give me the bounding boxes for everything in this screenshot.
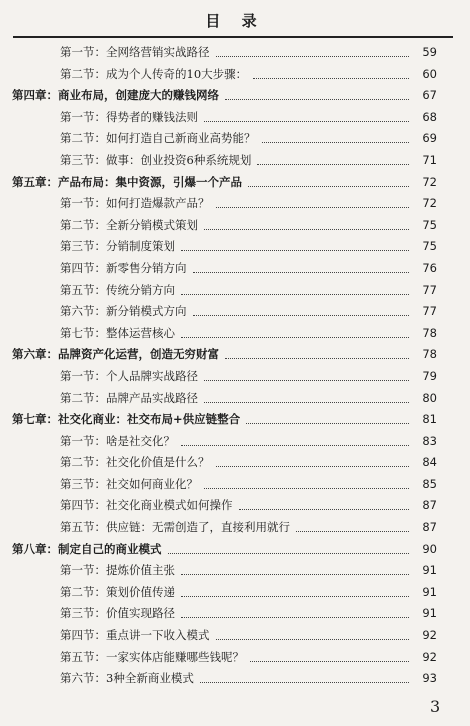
toc-page-number: 90 xyxy=(422,541,437,556)
toc-page-number: 91 xyxy=(422,606,437,621)
toc-page-number: 85 xyxy=(422,476,437,491)
toc-page-number: 68 xyxy=(422,109,437,124)
toc-section-row xyxy=(0,126,470,148)
section-title: 第一节：得势者的赚钱法则 xyxy=(60,109,198,124)
toc-entry xyxy=(12,344,437,362)
toc-page-number: 84 xyxy=(422,455,437,470)
dot-leader xyxy=(257,164,409,165)
chapter-title: 第八章：制定自己的商业模式 xyxy=(12,541,162,556)
dot-leader xyxy=(181,250,409,251)
toc-section-row xyxy=(0,364,470,386)
toc-page-number: 69 xyxy=(422,131,437,146)
toc-entry xyxy=(60,431,437,449)
toc-page-number: 77 xyxy=(422,304,437,319)
page-number: 3 xyxy=(430,697,441,716)
toc-entry xyxy=(60,388,437,406)
toc-section-row xyxy=(0,321,470,343)
dot-leader xyxy=(216,207,410,208)
toc-chapter-row xyxy=(0,83,470,105)
toc-entry xyxy=(60,215,437,233)
section-title: 第一节：个人品牌实战路径 xyxy=(60,368,198,383)
section-title: 第三节：做事：创业投资6种系统规划 xyxy=(60,152,252,167)
toc-page-number: 75 xyxy=(422,217,437,232)
dot-leader xyxy=(204,229,409,230)
toc-chapter-row xyxy=(0,537,470,559)
section-title: 第三节：分销制度策划 xyxy=(60,239,175,254)
dot-leader xyxy=(181,337,409,338)
toc-page-number: 92 xyxy=(422,628,437,643)
dot-leader xyxy=(225,99,409,100)
section-title: 第六节：3种全新商业模式 xyxy=(60,671,194,686)
toc-entry xyxy=(60,603,437,621)
section-title: 第四节：新零售分销方向 xyxy=(60,260,187,275)
section-title: 第二节：全新分销模式策划 xyxy=(60,217,198,232)
toc-entry xyxy=(60,560,437,578)
dot-leader xyxy=(181,596,409,597)
toc-entry xyxy=(60,107,437,125)
dot-leader xyxy=(239,509,410,510)
toc-page-number: 72 xyxy=(422,196,437,211)
toc-chapter-row xyxy=(0,407,470,429)
toc-entry xyxy=(60,42,437,60)
toc-section-row xyxy=(0,105,470,127)
section-title: 第二节：成为个人传奇的10大步骤： xyxy=(60,66,248,81)
section-title: 第四节：重点讲一下收入模式 xyxy=(60,628,210,643)
section-title: 第一节：如何打造爆款产品？ xyxy=(60,196,210,211)
toc-section-row xyxy=(0,429,470,451)
dot-leader xyxy=(181,294,409,295)
dot-leader xyxy=(168,553,410,554)
toc-page-number: 72 xyxy=(422,174,437,189)
page-header xyxy=(0,10,470,31)
section-title: 第六节：新分销模式方向 xyxy=(60,304,187,319)
toc-page-number: 83 xyxy=(422,433,437,448)
chapter-title: 第七章：社交化商业：社交布局+供应链整合 xyxy=(12,412,241,427)
toc-page-number: 59 xyxy=(422,45,437,59)
section-title: 第一节：全网络营销实战路径 xyxy=(60,45,210,59)
dot-leader xyxy=(253,78,409,79)
dot-leader xyxy=(181,574,409,575)
toc-section-row xyxy=(0,278,470,300)
toc-page-number: 93 xyxy=(422,671,437,686)
toc-section-row xyxy=(0,148,470,170)
section-title: 第四节：社交化商业模式如何操作 xyxy=(60,498,233,513)
section-title: 第一节：提炼价值主张 xyxy=(60,563,175,578)
toc-entry xyxy=(60,495,437,513)
dot-leader xyxy=(181,445,409,446)
dot-leader xyxy=(248,186,409,187)
toc-entry xyxy=(12,409,437,427)
dot-leader xyxy=(216,56,410,57)
toc-entry xyxy=(12,172,437,190)
dot-leader xyxy=(246,423,409,424)
chapter-title: 第五章：产品布局：集中资源，引爆一个产品 xyxy=(12,174,242,189)
toc-section-row xyxy=(0,256,470,278)
toc-entry xyxy=(12,539,437,557)
dot-leader xyxy=(181,617,409,618)
dot-leader xyxy=(216,639,410,640)
toc-page-number: 71 xyxy=(422,152,437,167)
toc-entry xyxy=(60,280,437,298)
toc-page-number: 87 xyxy=(422,498,437,513)
toc-section-row xyxy=(0,601,470,623)
toc-page-number: 60 xyxy=(422,66,437,81)
toc-entry xyxy=(60,647,437,665)
section-title: 第三节：价值实现路径 xyxy=(60,606,175,621)
toc-page-number: 81 xyxy=(422,412,437,427)
toc-page-number: 75 xyxy=(422,239,437,254)
toc-entry xyxy=(60,301,437,319)
toc-section-row xyxy=(0,580,470,602)
section-title: 第一节：啥是社交化？ xyxy=(60,433,175,448)
toc-entry xyxy=(12,85,437,103)
toc-section-row xyxy=(0,234,470,256)
toc-chapter-row xyxy=(0,342,470,364)
section-title: 第五节：传统分销方向 xyxy=(60,282,175,297)
toc-page-number: 80 xyxy=(422,390,437,405)
page-title: 目 录 xyxy=(205,12,265,30)
toc-section-row xyxy=(0,558,470,580)
table-of-contents xyxy=(0,40,470,688)
section-title: 第三节：社交如何商业化？ xyxy=(60,476,198,491)
title-rule xyxy=(13,36,453,38)
toc-section-row xyxy=(0,40,470,62)
dot-leader xyxy=(200,682,409,683)
toc-section-row xyxy=(0,645,470,667)
toc-page-number: 77 xyxy=(422,282,437,297)
toc-page-number: 76 xyxy=(422,260,437,275)
toc-page-number: 78 xyxy=(422,325,437,340)
dot-leader xyxy=(204,488,409,489)
section-title: 第五节：供应链：无需创造了，直接利用就行 xyxy=(60,520,290,535)
toc-entry xyxy=(60,128,437,146)
toc-section-row xyxy=(0,191,470,213)
dot-leader xyxy=(193,272,410,273)
toc-page-number: 91 xyxy=(422,584,437,599)
toc-page-number: 78 xyxy=(422,347,437,362)
toc-section-row xyxy=(0,493,470,515)
toc-page-number: 92 xyxy=(422,649,437,664)
toc-entry xyxy=(60,236,437,254)
dot-leader xyxy=(262,142,410,143)
dot-leader xyxy=(250,661,409,662)
chapter-title: 第四章：商业布局，创建庞大的赚钱网络 xyxy=(12,88,219,103)
toc-section-row xyxy=(0,515,470,537)
toc-page-number: 87 xyxy=(422,520,437,535)
toc-entry xyxy=(60,193,437,211)
toc-entry xyxy=(60,625,437,643)
toc-page-number: 91 xyxy=(422,563,437,578)
toc-chapter-row xyxy=(0,170,470,192)
section-title: 第七节：整体运营核心 xyxy=(60,325,175,340)
toc-page-number: 67 xyxy=(422,88,437,103)
toc-section-row xyxy=(0,62,470,84)
dot-leader xyxy=(193,315,410,316)
toc-entry xyxy=(60,452,437,470)
toc-entry xyxy=(60,366,437,384)
dot-leader xyxy=(225,358,409,359)
dot-leader xyxy=(296,531,409,532)
dot-leader xyxy=(204,402,409,403)
toc-entry xyxy=(60,258,437,276)
section-title: 第二节：品牌产品实战路径 xyxy=(60,390,198,405)
dot-leader xyxy=(204,380,409,381)
toc-section-row xyxy=(0,472,470,494)
toc-entry xyxy=(60,150,437,168)
chapter-title: 第六章：品牌资产化运营，创造无穷财富 xyxy=(12,347,219,362)
toc-entry xyxy=(60,517,437,535)
section-title: 第二节：如何打造自己新商业高势能？ xyxy=(60,131,256,146)
dot-leader xyxy=(204,121,409,122)
toc-section-row xyxy=(0,666,470,688)
toc-section-row xyxy=(0,386,470,408)
toc-section-row xyxy=(0,450,470,472)
section-title: 第五节：一家实体店能赚哪些钱呢？ xyxy=(60,649,244,664)
toc-entry xyxy=(60,474,437,492)
toc-entry xyxy=(60,323,437,341)
toc-entry xyxy=(60,64,437,82)
toc-section-row xyxy=(0,213,470,235)
toc-section-row xyxy=(0,623,470,645)
toc-entry xyxy=(60,668,437,686)
toc-page-number: 79 xyxy=(422,368,437,383)
section-title: 第二节：社交化价值是什么？ xyxy=(60,455,210,470)
toc-section-row xyxy=(0,299,470,321)
toc-entry xyxy=(60,582,437,600)
section-title: 第二节：策划价值传递 xyxy=(60,584,175,599)
dot-leader xyxy=(216,466,410,467)
